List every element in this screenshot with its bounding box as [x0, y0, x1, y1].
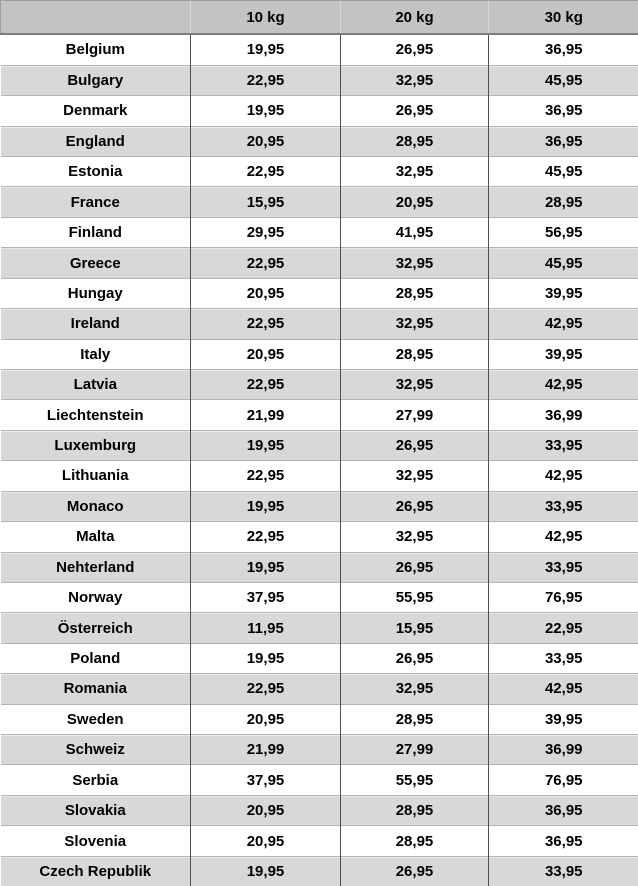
country-cell: Österreich	[1, 613, 191, 643]
country-cell: Liechtenstein	[1, 400, 191, 430]
price-cell: 15,95	[191, 187, 341, 217]
table-body	[1, 34, 638, 886]
price-cell: 39,95	[489, 704, 638, 734]
table-row	[1, 430, 638, 460]
price-cell: 22,95	[191, 369, 341, 399]
price-cell: 28,95	[341, 339, 489, 369]
country-cell: Monaco	[1, 491, 191, 521]
price-cell: 27,99	[341, 735, 489, 765]
price-cell: 39,95	[489, 278, 638, 308]
table-row	[1, 34, 638, 65]
price-cell: 36,95	[489, 826, 638, 856]
price-cell: 32,95	[341, 522, 489, 552]
price-cell: 22,95	[191, 461, 341, 491]
price-cell: 36,95	[489, 126, 638, 156]
price-cell: 22,95	[191, 157, 341, 187]
table-row	[1, 582, 638, 612]
country-cell: Hungay	[1, 278, 191, 308]
price-cell: 21,99	[191, 735, 341, 765]
price-cell: 21,99	[191, 400, 341, 430]
price-cell: 19,95	[191, 856, 341, 886]
table-row	[1, 65, 638, 95]
table-row	[1, 278, 638, 308]
price-cell: 28,95	[341, 704, 489, 734]
price-cell: 28,95	[489, 187, 638, 217]
price-cell: 22,95	[489, 613, 638, 643]
price-cell: 28,95	[341, 126, 489, 156]
price-cell: 39,95	[489, 339, 638, 369]
price-cell: 32,95	[341, 309, 489, 339]
price-cell: 55,95	[341, 765, 489, 795]
price-cell: 20,95	[191, 126, 341, 156]
header-row	[1, 1, 638, 35]
country-cell: Malta	[1, 522, 191, 552]
table-row	[1, 643, 638, 673]
table-row	[1, 217, 638, 247]
price-cell: 42,95	[489, 309, 638, 339]
country-cell: Latvia	[1, 369, 191, 399]
country-cell: Nehterland	[1, 552, 191, 582]
price-cell: 22,95	[191, 65, 341, 95]
country-cell: Poland	[1, 643, 191, 673]
country-cell: Bulgary	[1, 65, 191, 95]
price-cell: 26,95	[341, 96, 489, 126]
price-cell: 19,95	[191, 643, 341, 673]
country-cell: Italy	[1, 339, 191, 369]
table-row	[1, 369, 638, 399]
price-cell: 11,95	[191, 613, 341, 643]
country-cell: Slovenia	[1, 826, 191, 856]
country-cell: Luxemburg	[1, 430, 191, 460]
price-cell: 29,95	[191, 217, 341, 247]
country-cell: Belgium	[1, 34, 191, 65]
country-cell: Sweden	[1, 704, 191, 734]
table-row	[1, 309, 638, 339]
country-cell: Norway	[1, 582, 191, 612]
price-cell: 32,95	[341, 248, 489, 278]
table-row	[1, 461, 638, 491]
price-cell: 27,99	[341, 400, 489, 430]
price-cell: 41,95	[341, 217, 489, 247]
price-cell: 42,95	[489, 522, 638, 552]
price-cell: 26,95	[341, 856, 489, 886]
price-cell: 76,95	[489, 582, 638, 612]
table-row	[1, 613, 638, 643]
price-cell: 32,95	[341, 461, 489, 491]
country-cell: Denmark	[1, 96, 191, 126]
table-row	[1, 248, 638, 278]
price-cell: 22,95	[191, 522, 341, 552]
price-cell: 56,95	[489, 217, 638, 247]
price-cell: 32,95	[341, 369, 489, 399]
table-row	[1, 339, 638, 369]
price-cell: 42,95	[489, 674, 638, 704]
price-cell: 15,95	[341, 613, 489, 643]
header-cell-country	[1, 1, 191, 35]
country-cell: Greece	[1, 248, 191, 278]
price-cell: 37,95	[191, 765, 341, 795]
country-cell: Serbia	[1, 765, 191, 795]
price-cell: 28,95	[341, 826, 489, 856]
price-cell: 33,95	[489, 552, 638, 582]
price-cell: 20,95	[191, 704, 341, 734]
price-cell: 20,95	[341, 187, 489, 217]
price-cell: 36,95	[489, 795, 638, 825]
price-cell: 33,95	[489, 643, 638, 673]
country-cell: Ireland	[1, 309, 191, 339]
price-cell: 33,95	[489, 491, 638, 521]
table-row	[1, 96, 638, 126]
price-cell: 22,95	[191, 309, 341, 339]
price-cell: 37,95	[191, 582, 341, 612]
price-cell: 32,95	[341, 65, 489, 95]
table-row	[1, 157, 638, 187]
price-cell: 33,95	[489, 856, 638, 886]
table-row	[1, 735, 638, 765]
price-cell: 32,95	[341, 674, 489, 704]
table-row	[1, 522, 638, 552]
price-cell: 32,95	[341, 157, 489, 187]
table-row	[1, 826, 638, 856]
price-cell: 45,95	[489, 157, 638, 187]
price-cell: 20,95	[191, 339, 341, 369]
price-cell: 28,95	[341, 278, 489, 308]
header-cell-30kg: 30 kg	[489, 1, 638, 35]
price-cell: 36,99	[489, 735, 638, 765]
price-cell: 36,95	[489, 34, 638, 65]
country-cell: Slovakia	[1, 795, 191, 825]
country-cell: Czech Republik	[1, 856, 191, 886]
price-cell: 42,95	[489, 369, 638, 399]
price-cell: 45,95	[489, 65, 638, 95]
country-cell: England	[1, 126, 191, 156]
header-cell-10kg: 10 kg	[191, 1, 341, 35]
price-cell: 26,95	[341, 491, 489, 521]
price-cell: 28,95	[341, 795, 489, 825]
country-cell: France	[1, 187, 191, 217]
price-cell: 22,95	[191, 248, 341, 278]
price-cell: 19,95	[191, 430, 341, 460]
price-cell: 36,99	[489, 400, 638, 430]
table-header	[1, 1, 638, 35]
table-row	[1, 765, 638, 795]
price-cell: 19,95	[191, 96, 341, 126]
price-cell: 26,95	[341, 643, 489, 673]
table-row	[1, 704, 638, 734]
table-row	[1, 187, 638, 217]
price-cell: 36,95	[489, 96, 638, 126]
table-row	[1, 126, 638, 156]
price-cell: 45,95	[489, 248, 638, 278]
header-cell-20kg: 20 kg	[341, 1, 489, 35]
price-cell: 20,95	[191, 795, 341, 825]
table-row	[1, 491, 638, 521]
table-row	[1, 795, 638, 825]
price-cell: 19,95	[191, 34, 341, 65]
price-cell: 22,95	[191, 674, 341, 704]
price-cell: 33,95	[489, 430, 638, 460]
price-cell: 19,95	[191, 552, 341, 582]
country-cell: Lithuania	[1, 461, 191, 491]
table-row	[1, 552, 638, 582]
table-row	[1, 856, 638, 886]
country-cell: Schweiz	[1, 735, 191, 765]
table-row	[1, 400, 638, 430]
price-cell: 76,95	[489, 765, 638, 795]
country-cell: Romania	[1, 674, 191, 704]
price-cell: 20,95	[191, 826, 341, 856]
price-cell: 55,95	[341, 582, 489, 612]
price-cell: 20,95	[191, 278, 341, 308]
country-cell: Finland	[1, 217, 191, 247]
price-cell: 26,95	[341, 34, 489, 65]
country-cell: Estonia	[1, 157, 191, 187]
price-cell: 26,95	[341, 552, 489, 582]
price-cell: 26,95	[341, 430, 489, 460]
price-cell: 42,95	[489, 461, 638, 491]
price-cell: 19,95	[191, 491, 341, 521]
table-row	[1, 674, 638, 704]
